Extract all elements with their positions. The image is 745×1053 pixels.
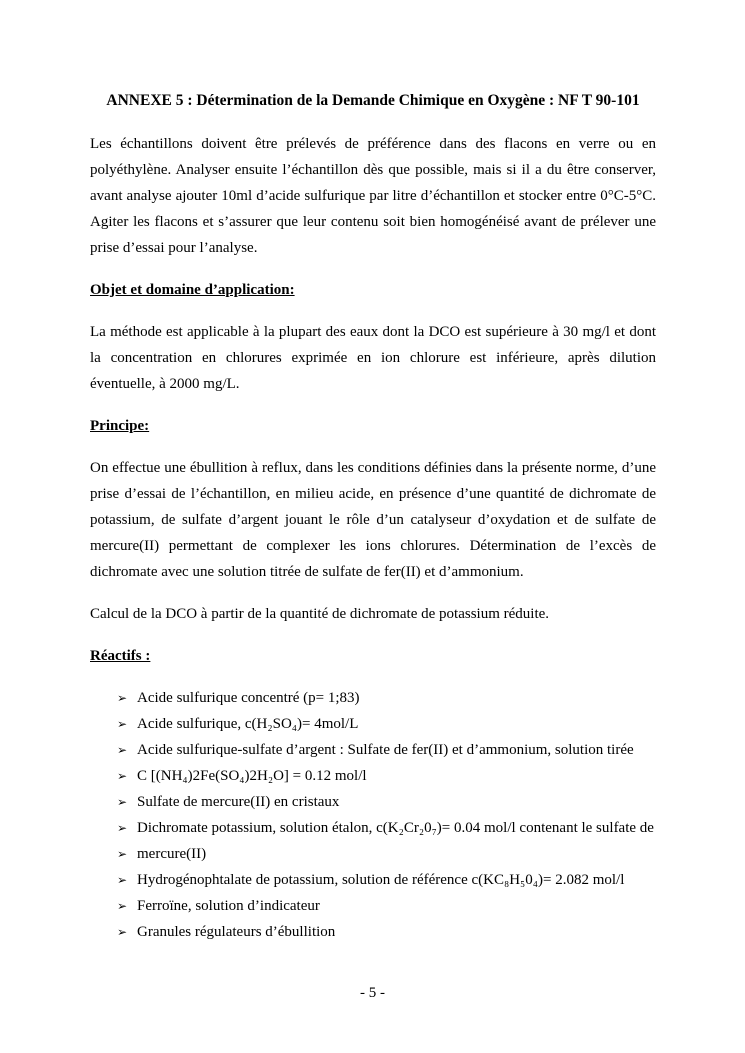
intro-paragraph: Les échantillons doivent être prélevés de préférence dans des flacons en verre ou en polyéthylène. Analyser ensuite l’échantillon dès que possible, mais si il a du être conserver, avant analyse ajouter 10ml d’acide sulfurique par litre d’échantillon et stocker entre 0°C-5°C. Agiter les flacons et s’assurer que leur contenu soit bien homogénéisé avant de prélever une prise d’essai pour l’analyse. [90,136,656,256]
page-number: - 5 - [360,985,385,1001]
arrow-bullet-icon: ➢ [117,873,128,887]
list-item-text: Sulfate de mercure(II) en cristaux [137,794,340,810]
list-item-text: Hydrogénophtalate de potassium, solution de référence c(KC₈H₅0₄)= 2.082 mol/l [137,872,625,888]
arrow-bullet-icon: ➢ [117,899,128,913]
list-item-text: C [(NH₄)2Fe(SO₄)2H₂O] = 0.12 mol/l [137,768,367,784]
arrow-bullet-icon: ➢ [117,821,128,835]
arrow-bullet-icon: ➢ [117,925,128,939]
list-item-text: Acide sulfurique, c(H₂SO₄)= 4mol/L [137,716,359,732]
principe-paragraph-1: On effectue une ébullition à reflux, dans les conditions définies dans la présente norme, d’une prise d’essai de l’échantillon, en milieu acide, en présence d’une quantité de dichromate de potassium, de sulfate d’argent jouant le rôle d’un catalyseur d’oxydation et de sulfate de mercure(II) permettant de complexer les ions chlorures. Détermination de l’excès de dichromate avec une solution titrée de sulfate de fer(II) et d’ammonium. [90,460,656,580]
arrow-bullet-icon: ➢ [117,743,128,757]
section-heading-objet: Objet et domaine d’application: [90,282,295,298]
objet-paragraph: La méthode est applicable à la plupart des eaux dont la DCO est supérieure à 30 mg/l et dont la concentration en chlorures exprimée en ion chlorure est inférieure, après dilution éventuelle, à 2000 mg/L. [90,324,656,392]
list-item-text: mercure(II) [137,846,207,862]
list-item [117,893,656,919]
list-item [117,919,656,945]
arrow-bullet-icon: ➢ [117,691,128,705]
principe-paragraph-2: Calcul de la DCO à partir de la quantité de dichromate de potassium réduite. [90,606,550,622]
reactifs-list [90,685,656,945]
arrow-bullet-icon: ➢ [117,795,128,809]
section-heading-reactifs: Réactifs : [90,648,151,664]
list-item [117,789,656,815]
list-item-text: Ferroïne, solution d’indicateur [137,898,320,914]
list-item-text: Granules régulateurs d’ébullition [137,924,336,940]
list-item-text: Dichromate potassium, solution étalon, c(K₂Cr₂0₇)= 0.04 mol/l contenant le sulfate de [137,820,654,836]
list-item [117,711,656,737]
list-item [117,841,656,867]
list-item [117,737,656,763]
arrow-bullet-icon: ➢ [117,847,128,861]
list-item [117,867,656,893]
arrow-bullet-icon: ➢ [117,769,128,783]
list-item [117,685,656,711]
document-title: ANNEXE 5 : Détermination de la Demande Chimique en Oxygène : NF T 90-101 [106,92,640,109]
list-item-text: Acide sulfurique-sulfate d’argent : Sulfate de fer(II) et d’ammonium, solution tirée [137,742,634,758]
list-item [117,815,656,841]
list-item-text: Acide sulfurique concentré (p= 1;83) [137,690,360,706]
section-heading-principe: Principe: [90,418,150,434]
list-item [117,763,656,789]
arrow-bullet-icon: ➢ [117,717,128,731]
